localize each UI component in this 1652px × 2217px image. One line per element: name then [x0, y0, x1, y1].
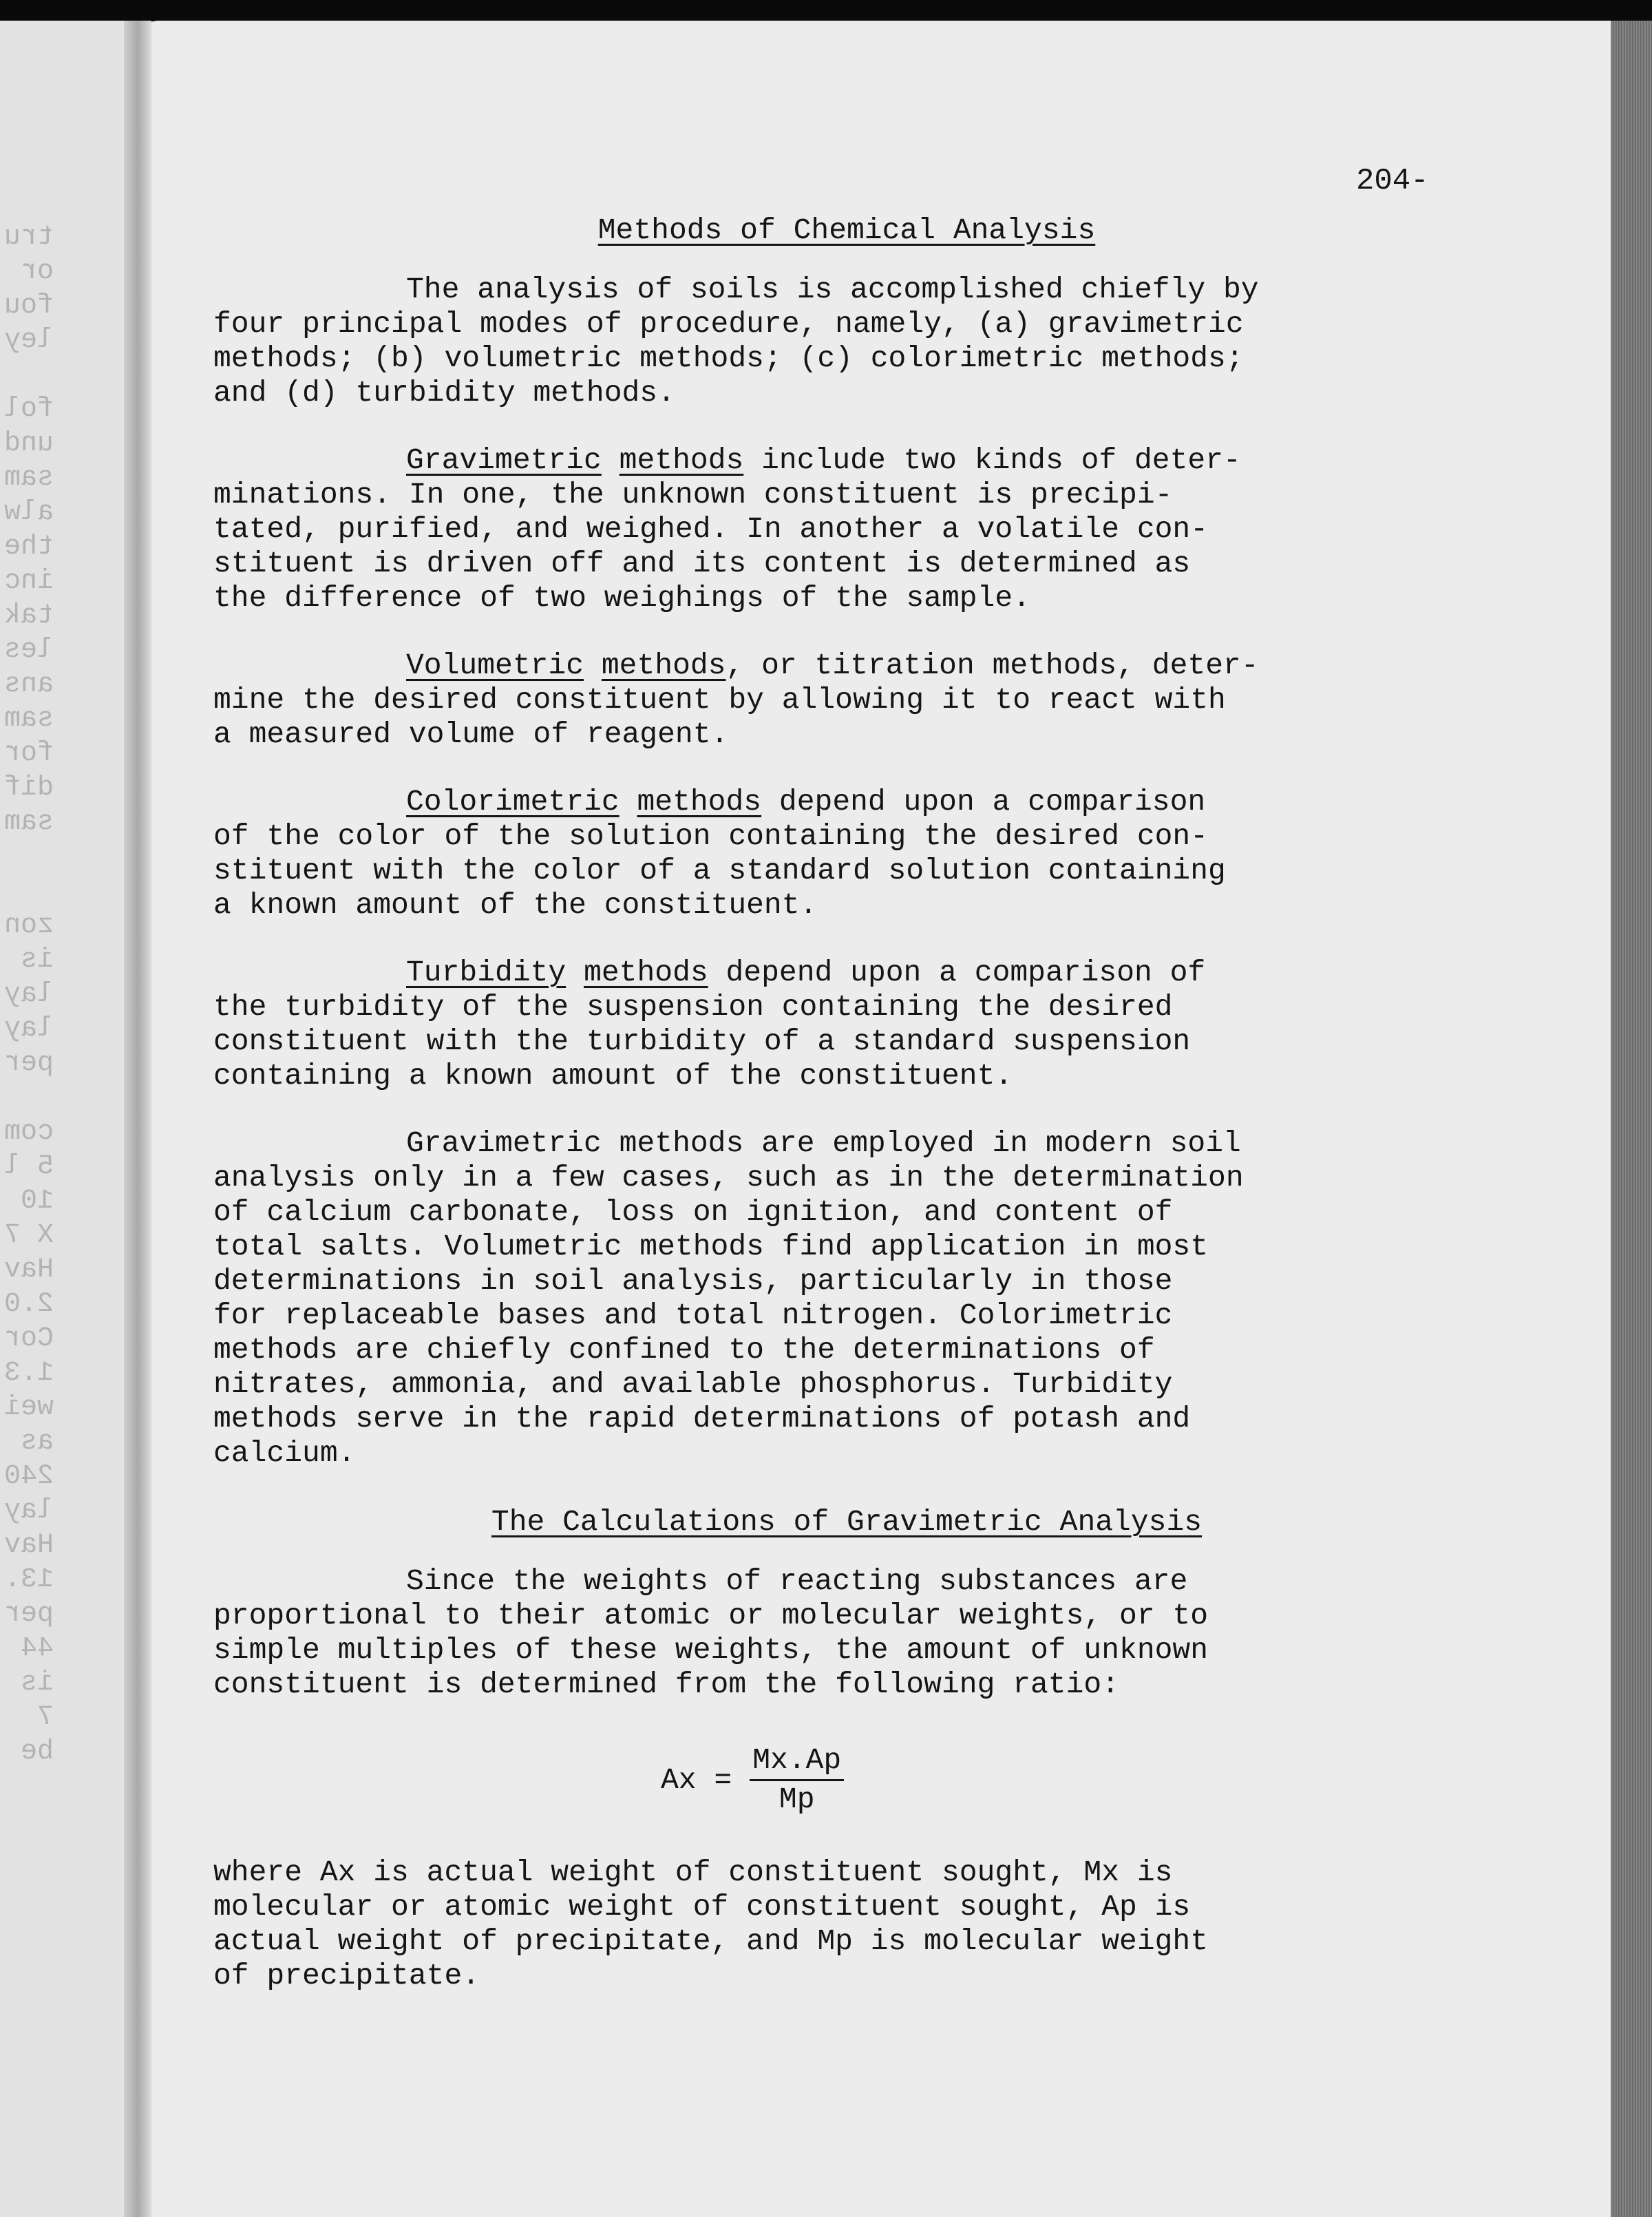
- colorimetric-paragraph: [213, 785, 1439, 923]
- colorimetric-text: depend upon a comparison of the color of the solution containing the desired con- stituent with the color of a standard solution containing a known amount of the constituent.: [213, 785, 1226, 922]
- formula-numerator: Mx.Ap: [750, 1743, 844, 1781]
- volumetric-paragraph: [213, 649, 1439, 752]
- gravimetric-methods-term: methods: [619, 443, 744, 477]
- ratio-formula: [661, 1743, 950, 1817]
- definitions-paragraph: where Ax is actual weight of constituent sought, Mx is molecular or atomic weight of constituent sought, Ap is actual weight of precipitate, and Mp is molecular weight of precipitate.: [213, 1856, 1209, 1993]
- formula-fraction: [750, 1743, 844, 1817]
- volumetric-term: Volumetric: [406, 649, 584, 682]
- turbidity-text: depend upon a comparison of the turbidity of the suspension containing the desired constituent with the turbidity of a standard suspension containing a known amount of the constituent.: [213, 956, 1206, 1093]
- gravimetric-term: Gravimetric: [406, 443, 602, 477]
- gravimetric-text: include two kinds of deter- minations. In one, the unknown constituent is precipi- tated, purified, and weighed. In another a volatile con- stituent is driven off and its content is determined as the difference of two weighings of the sample.: [213, 443, 1241, 615]
- turbidity-paragraph: [213, 956, 1439, 1093]
- facing-page-bleed-text: tru or fou ley fol und sam alw the inc tak les ans sam for dif sam zon is lay lay per com 5 l 10 X 7 Hav 2.0 Cor 1.3 wei as 240 lay Hav 13. per 44 is 7 be: [3, 222, 54, 1767]
- ratio-intro-paragraph: Since the weights of reacting substances are proportional to their atomic or molecular weights, or to simple multiples of these weights, the amount of unknown constituent is determined from the following ratio:: [213, 1564, 1209, 1701]
- page-edge-stack: [1611, 21, 1652, 2217]
- colorimetric-term: Colorimetric: [406, 785, 620, 819]
- book-gutter: [124, 21, 151, 2217]
- turbidity-term: Turbidity: [406, 956, 566, 989]
- section-heading: [213, 1505, 1439, 1540]
- colorimetric-methods-term: methods: [637, 785, 762, 819]
- section-heading-text: The Calculations of Gravimetric Analysis: [491, 1505, 1203, 1539]
- intro-paragraph: The analysis of soils is accomplished chiefly by four principal modes of procedure, namely, (a) gravimetric methods; (b) volumetric methods; (c) colorimetric methods; and (d) turbidity methods.: [213, 273, 1259, 410]
- page-content: [213, 151, 1439, 2026]
- volumetric-text: , or titration methods, deter- mine the desired constituent by allowing it to react with a measured volume of reagent.: [213, 649, 1259, 751]
- formula-lhs: Ax =: [661, 1763, 732, 1797]
- gravimetric-paragraph: [213, 443, 1439, 616]
- turbidity-methods-term: methods: [584, 956, 708, 989]
- page-title: [213, 213, 1439, 248]
- volumetric-methods-term: methods: [601, 649, 726, 682]
- page-number: 204-: [1356, 164, 1429, 198]
- page-title-text: Methods of Chemical Analysis: [597, 213, 1096, 247]
- usage-paragraph: Gravimetric methods are employed in modern soil analysis only in a few cases, such as in the determination of calcium carbonate, loss on ignition, and content of total salts. Volumetric methods find application in most determinations in soil analysis, particularly in those for replaceable bases and total nitrogen. Colorimetric methods are chiefly confined to the determinations of nitrates, ammonia, and available phosphorus. Turbidity methods serve in the rapid determinations of potash and calcium.: [213, 1126, 1244, 1470]
- formula-denominator: Mp: [779, 1783, 815, 1816]
